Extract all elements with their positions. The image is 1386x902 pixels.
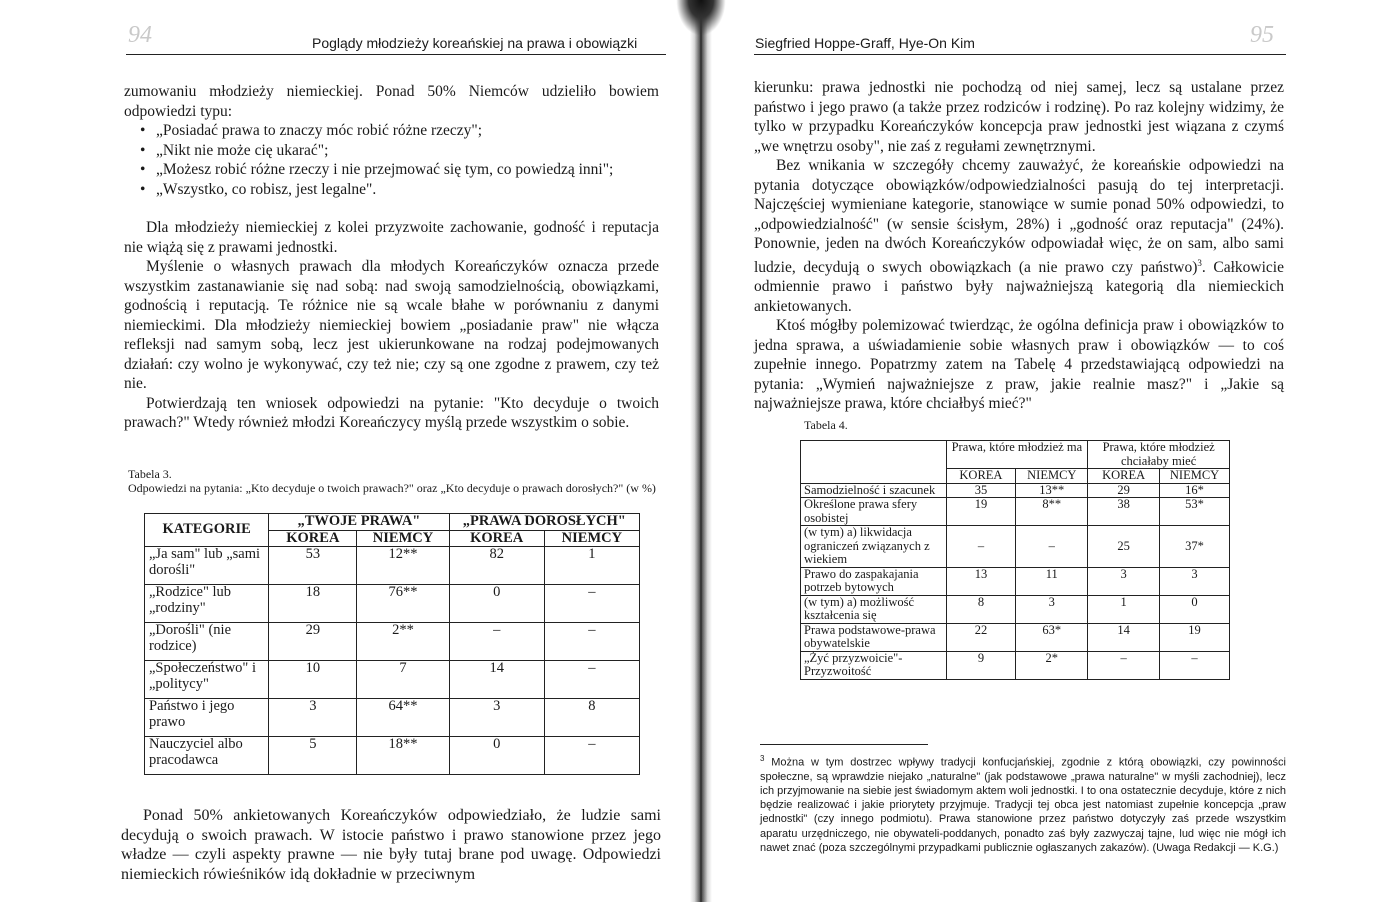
- cell: –: [1088, 651, 1160, 679]
- row-label: Określone prawa sfery osobistej: [801, 498, 947, 526]
- table-row: [145, 585, 640, 623]
- cell: 64**: [357, 699, 449, 737]
- paragraph-text: . Całkowicie odmiennie prawo i państwo były najważniejszą kategorią dla niemieckich ankietowanych.: [754, 258, 1284, 315]
- table-row: [801, 483, 1230, 498]
- cell: 3: [1016, 595, 1088, 623]
- table-3: [144, 513, 640, 775]
- cell: 53*: [1160, 498, 1230, 526]
- left-page: [0, 0, 690, 902]
- paragraph-text: Bez wnikania w szczegóły chcemy zauważyć, że koreańskie odpowiedzi na pytania dotyczące obowiązków/odpowiedzialności pasują do tej interpretacji. Najczęściej wymieniane kategorie, stanowiące w sumie ponad 50% odpowiedzi, to „odpowiedzialność" (w sensie ścisłym, 28%) i „godność oraz reputacja" (24%). Ponownie, jeden na dwóch Koreańczyków odpowiadał więc, że on sam, albo sami ludzie, decydują o swych obowiązkach (a nie prawo czy państwo): [754, 157, 1284, 276]
- cell: 29: [1088, 483, 1160, 498]
- table-header: KATEGORIE: [145, 514, 269, 547]
- table-header: Prawa, które młodzież chciałaby mieć: [1088, 441, 1230, 469]
- cell: 3: [269, 699, 357, 737]
- cell: –: [1016, 526, 1088, 568]
- cell: 12**: [357, 547, 449, 585]
- cell: 1: [544, 547, 639, 585]
- running-head: Siegfried Hoppe-Graff, Hye-On Kim: [755, 35, 975, 51]
- paragraph: Myślenie o własnych prawach dla młodych Koreańczyków oznacza przede wszystkim zastanawianie się nad sobą: nad swoją samodzielnością, obowiązkami, godnością i reputacją. Te różnice nie są wcale błahe w porównaniu z danymi niemieckimi. Dla młodzieży niemieckiej bowiem „posiadanie praw" nie włącza refleksji nad samym sobą, lecz jest ukierunkowane na rodzaj podejmowanych działań: czy wolno je wykonywać, czy też nie; czy są one zgodne z prawem, czy też nie.: [124, 258, 659, 392]
- header-rule: [126, 54, 666, 55]
- cell: 0: [449, 737, 544, 775]
- book-gutter: [690, 0, 712, 902]
- table-row: [145, 661, 640, 699]
- paragraph: zumowaniu młodzieży niemieckiej. Ponad 50% Niemców udzieliło bowiem odpowiedzi typu:: [124, 83, 659, 120]
- list-item: • „Nikt nie może cię ukarać";: [142, 141, 659, 161]
- running-head: Poglądy młodzieży koreańskiej na prawa i obowiązki: [312, 35, 638, 51]
- footnote-ref[interactable]: 3: [1197, 257, 1202, 268]
- table3-caption: [128, 467, 663, 495]
- cell: 1: [1088, 595, 1160, 623]
- text-block-top: [754, 78, 1284, 414]
- table-row: [801, 498, 1230, 526]
- table-subheader: NIEMCY: [544, 530, 639, 547]
- row-label: „Ja sam" lub „sami dorośli": [145, 547, 269, 585]
- cell: 0: [449, 585, 544, 623]
- cell: 5: [269, 737, 357, 775]
- row-label: Nauczyciel albo pracodawca: [145, 737, 269, 775]
- row-label: (w tym) a) likwidacja ograniczeń związanych z wiekiem: [801, 526, 947, 568]
- table-subheader: KOREA: [1088, 469, 1160, 484]
- cell: –: [544, 737, 639, 775]
- cell: 38: [1088, 498, 1160, 526]
- text-block-bottom: [121, 806, 661, 884]
- paragraph: Ponad 50% ankietowanych Koreańczyków odpowiedziało, że ludzie sami decydują o swoich prawach. W istocie państwo i prawo stanowione przez jego władze — czyli aspekty prawne — nie były tutaj brane pod uwagę. Odpowiedzi niemieckich rówieśników idą dokładnie w przeciwnym: [121, 807, 661, 883]
- row-label: „Żyć przyzwoicie"-Przyzwoitość: [801, 651, 947, 679]
- table-row: [801, 623, 1230, 651]
- table3-description: Odpowiedzi na pytania: „Kto decyduje o twoich prawach?" oraz „Kto decyduje o prawach dorosłych?" (w %): [128, 481, 656, 495]
- cell: –: [946, 526, 1016, 568]
- row-label: Samodzielność i szacunek: [801, 483, 947, 498]
- cell: 37*: [1160, 526, 1230, 568]
- cell: 8**: [1016, 498, 1088, 526]
- row-label: „Dorośli" (nie rodzice): [145, 623, 269, 661]
- cell: 3: [449, 699, 544, 737]
- paragraph: Dla młodzieży niemieckiej z kolei przyzwoite zachowanie, godność i reputacja nie wiążą się z prawami jednostki.: [124, 219, 659, 256]
- cell: 29: [269, 623, 357, 661]
- cell: 8: [946, 595, 1016, 623]
- table-row: [801, 651, 1230, 679]
- list-item: • „Możesz robić różne rzeczy i nie przejmować się tym, co powiedzą inni";: [142, 160, 659, 180]
- cell: 16*: [1160, 483, 1230, 498]
- cell: 82: [449, 547, 544, 585]
- right-page: [712, 0, 1386, 902]
- cell: 9: [946, 651, 1016, 679]
- table-subheader: KOREA: [449, 530, 544, 547]
- page-number: 94: [128, 22, 152, 48]
- row-label: Państwo i jego prawo: [145, 699, 269, 737]
- cell: 3: [1160, 567, 1230, 595]
- list-item: • „Posiadać prawa to znaczy móc robić różne rzeczy";: [142, 121, 659, 141]
- cell: 3: [1088, 567, 1160, 595]
- row-label: (w tym) a) możliwość kształcenia się: [801, 595, 947, 623]
- row-label: Prawa podstawowe-prawa obywatelskie: [801, 623, 947, 651]
- paragraph: [754, 156, 1284, 316]
- cell: 76**: [357, 585, 449, 623]
- cell: 18**: [357, 737, 449, 775]
- paragraph: kierunku: prawa jednostki nie pochodzą od niej samej, lecz są ustalane przez państwo i jego prawo (a także przez rodziców i rodzinę). Po raz kolejny widzimy, że tylko w przypadku Koreańczyków koncepcja praw jednostki jest wiązana z czymś „we wnętrzu osoby", nie zaś z regułami zewnętrznymi.: [754, 79, 1284, 155]
- cell: 8: [544, 699, 639, 737]
- table-subheader: NIEMCY: [1160, 469, 1230, 484]
- cell: 13**: [1016, 483, 1088, 498]
- bullet-list: [124, 121, 659, 199]
- row-label: „Rodzice" lub „rodziny": [145, 585, 269, 623]
- cell: –: [544, 623, 639, 661]
- cell: 10: [269, 661, 357, 699]
- list-item: • „Wszystko, co robisz, jest legalne".: [142, 180, 659, 200]
- table-subheader: NIEMCY: [1016, 469, 1088, 484]
- table-4: [800, 440, 1230, 680]
- cell: –: [544, 585, 639, 623]
- footnote-mark: 3: [760, 754, 765, 763]
- text-block-top: [124, 82, 659, 433]
- cell: 2**: [357, 623, 449, 661]
- cell: 13: [946, 567, 1016, 595]
- table-row: [145, 623, 640, 661]
- table-row: [801, 567, 1230, 595]
- table-header: Prawa, które młodzież ma: [946, 441, 1088, 469]
- cell: 35: [946, 483, 1016, 498]
- table-row: [145, 699, 640, 737]
- footnote-rule: [760, 744, 928, 745]
- cell: –: [449, 623, 544, 661]
- table-row: [801, 526, 1230, 568]
- row-label: Prawo do zaspakajania potrzeb bytowych: [801, 567, 947, 595]
- footnote: [760, 752, 1286, 855]
- table-row: [801, 595, 1230, 623]
- table-row: [145, 737, 640, 775]
- cell: –: [1160, 651, 1230, 679]
- cell: 14: [1088, 623, 1160, 651]
- cell: 14: [449, 661, 544, 699]
- cell: 11: [1016, 567, 1088, 595]
- cell: 2*: [1016, 651, 1088, 679]
- table-subheader: NIEMCY: [357, 530, 449, 547]
- cell: 25: [1088, 526, 1160, 568]
- table-header-empty: [801, 441, 947, 484]
- cell: 7: [357, 661, 449, 699]
- cell: 18: [269, 585, 357, 623]
- table-subheader: KOREA: [946, 469, 1016, 484]
- cell: 63*: [1016, 623, 1088, 651]
- row-label: „Społeczeństwo" i „politycy": [145, 661, 269, 699]
- cell: 53: [269, 547, 357, 585]
- page-number: 95: [1250, 22, 1274, 48]
- header-rule: [754, 54, 1286, 55]
- paragraph: Potwierdzają ten wniosek odpowiedzi na pytanie: "Kto decyduje o twoich prawach?" Wtedy również młodzi Koreańczycy myślą przede wszystkim o sobie.: [124, 394, 659, 431]
- table-header: „PRAWA DOROSŁYCH": [449, 514, 639, 531]
- cell: –: [544, 661, 639, 699]
- footnote-text: Można w tym dostrzec wpływy tradycji konfucjańskiej, zgodnie z którą obowiązki, czy powinności społeczne, są wprawdzie niejako „naturalne" (jak podstawowe „prawa naturalne" w myśli zachodniej), lecz ich przyjmowanie na siebie jest świadomym aktem woli jednostki. I to ona ostatecznie decyduje, które z nich będzie realizować i jakie priorytety przyjmuje. Tradycji tej obca jest natomiast zupełnie koncepcja „praw jednostki" (czy innego podmiotu). Prawa stanowione przez państwo dotyczyły zaś przede wszystkim aparatu urzędniczego, nie obywateli-poddanych, ponadto zaś były zazwyczaj tajne, lud więc nie mógł ich nawet znać (poza szczególnymi przypadkami publicznie ogłaszanych zakazów). (Uwaga Redakcji — K.G.): [760, 756, 1286, 854]
- paragraph: Ktoś mógłby polemizować twierdząc, że ogólna definicja praw i obowiązków to jedna sprawa, a uświadamienie sobie własnych praw i obowiązków — to coś zupełnie innego. Popatrzmy zatem na Tabelę 4 przedstawiającą odpowiedzi na pytania: „Wymień najważniejsze z praw, jakie realnie masz?" i „Jakie są najważniejsze prawa, które chciałbyś mieć?": [754, 317, 1284, 413]
- table-row: [145, 547, 640, 585]
- cell: 22: [946, 623, 1016, 651]
- cell: 19: [1160, 623, 1230, 651]
- cell: 19: [946, 498, 1016, 526]
- table-header: „TWOJE PRAWA": [269, 514, 449, 531]
- table3-title: Tabela 3.: [128, 467, 172, 481]
- table4-title: Tabela 4.: [804, 418, 848, 432]
- cell: 0: [1160, 595, 1230, 623]
- table-subheader: KOREA: [269, 530, 357, 547]
